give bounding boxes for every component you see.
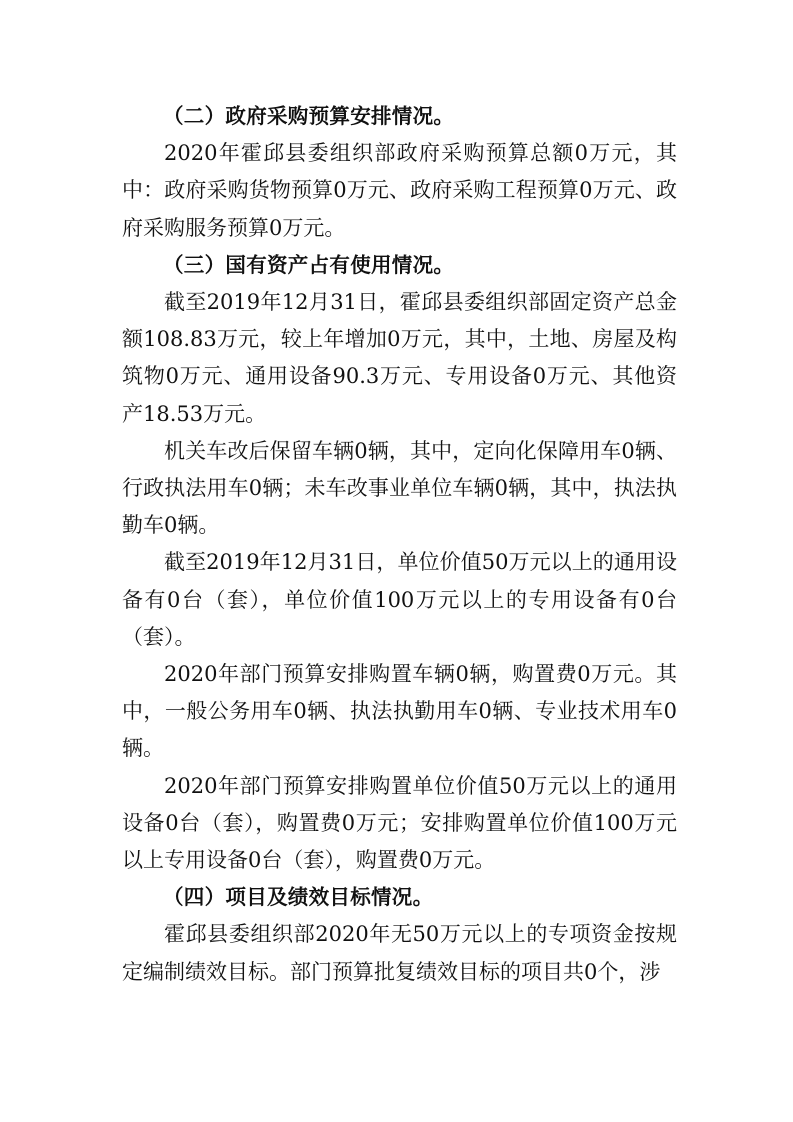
paragraph-vehicles: 机关车改后保留车辆0辆，其中，定向化保障用车0辆、行政执法用车0辆；未车改事业单位车辆0辆，其中，执法执勤车0辆。 [122,438,677,538]
document-body [122,98,677,991]
section-heading-projects: （四）项目及绩效目标情况。 [163,885,434,910]
paragraph-equipment: 截至2019年12月31日，单位价值50万元以上的通用设备有0台（套），单位价值100万元以上的专用设备有0台（套）。 [122,550,677,649]
paragraph-procurement-budget: 2020年霍邱县委组织部政府采购预算总额0万元，其中：政府采购货物预算0万元、政府采购工程预算0万元、政府采购服务预算0万元。 [122,141,677,240]
paragraph-equipment-purchase: 2020年部门预算安排购置单位价值50万元以上的通用设备0台（套），购置费0万元；安排购置单位价值100万元以上专用设备0台（套），购置费0万元。 [122,773,677,873]
paragraph-vehicle-purchase: 2020年部门预算安排购置车辆0辆，购置费0万元。其中，一般公务用车0辆、执法执勤用车0辆、专业技术用车0辆。 [122,662,677,761]
paragraph-performance-targets: 霍邱县委组织部2020年无50万元以上的专项资金按规定编制绩效目标。部门预算批复绩效目标的项目共0个，涉 [122,922,677,984]
section-heading-procurement: （二）政府采购预算安排情况。 [163,104,455,128]
paragraph-fixed-assets: 截至2019年12月31日，霍邱县委组织部固定资产总金额108.83万元，较上年增加0万元，其中，土地、房屋及构筑物0万元、通用设备90.3万元、专用设备0万元、其他资产18.53万元。 [122,290,677,426]
section-heading-state-assets: （三）国有资产占有使用情况。 [163,252,455,277]
